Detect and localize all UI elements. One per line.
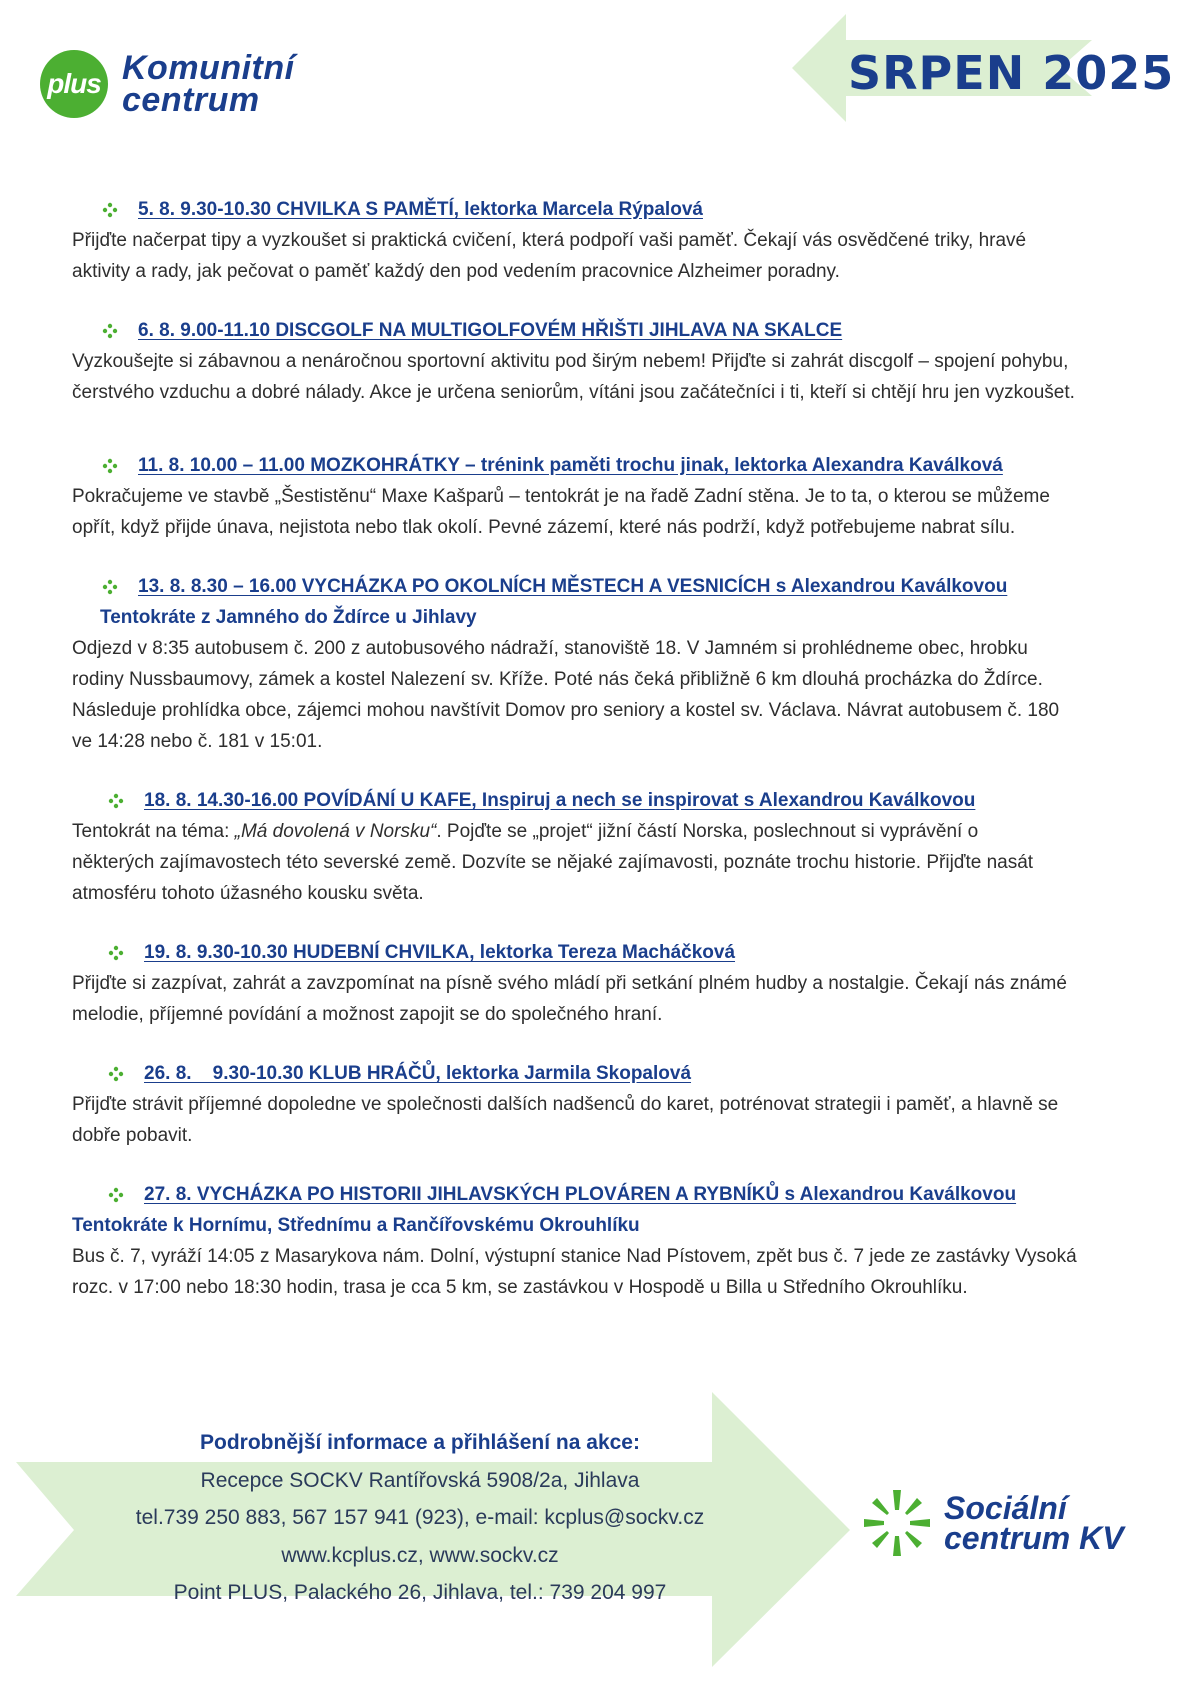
event-description-line: melodie, příjemné povídání a možnost zapojit se do společného hraní. [72, 1004, 663, 1025]
plus-logo-mark: plus [40, 50, 108, 118]
event-description-line: Odjezd v 8:35 autobusem č. 200 z autobusového nádraží, stanoviště 18. V Jamném si prohlédneme obec, hrobku [72, 638, 1028, 659]
event-title: 27. 8. VYCHÁZKA PO HISTORII JIHLAVSKÝCH PLOVÁREN A RYBNÍKŮ s Alexandrou Kaválkovou [144, 1183, 1017, 1205]
topic-name: „Má dovolená v Norsku“ [234, 821, 437, 842]
event-title: 26. 8. 9.30-10.30 KLUB HRÁČŮ, lektorka Jarmila Skopalová [144, 1062, 692, 1084]
event-title: 18. 8. 14.30-16.00 POVÍDÁNÍ U KAFE, Inspiruj a nech se inspirovat s Alexandrou Kaválkovou [144, 789, 976, 811]
event-item [72, 1058, 1132, 1151]
event-description-line: opřít, když přijde únava, nejistota nebo tlak okolí. Pevné zázemí, které nás podrží, když potřebujeme nabrat sílu. [72, 517, 1016, 538]
event-description-line: Přijďte si zazpívat, zahrát a zavzpomínat na písně svého mládí při setkání plném hudby a nostalgie. Čekají nás známé [72, 973, 1067, 994]
event-item [72, 571, 1132, 757]
event-heading [108, 1058, 1132, 1089]
contact-title: Podrobnější informace a přihlášení na akce: [200, 1431, 640, 1454]
event-description-line: dobře pobavit. [72, 1125, 193, 1146]
event-description-line: některých zajímavostech této severské země. Dozvíte se nějaké zajímavosti, poznáte trochu historie. Přijďte nasát [72, 852, 1034, 873]
event-heading [102, 571, 1132, 602]
socialni-centrum-wordmark [944, 1490, 1124, 1556]
contact-address: Recepce SOCKV Rantířovská 5908/2a, Jihlava [200, 1468, 640, 1492]
event-description-line: ve 14:28 nebo č. 181 v 15:01. [72, 731, 323, 752]
bullet-icon [108, 793, 124, 809]
contact-point-plus: Point PLUS, Palackého 26, Jihlava, tel.: 739 204 997 [173, 1581, 667, 1604]
event-heading [102, 450, 1132, 481]
sunburst-logo-icon [864, 1490, 930, 1556]
event-item [72, 937, 1132, 1030]
logo-wordmark [122, 49, 295, 119]
event-description-line: Přijďte načerpat tipy a vyzkoušet si praktická cvičení, která podpoří vaši paměť. Čekají vás osvědčené triky, hravé [72, 230, 1027, 251]
event-subtitle: Tentokráte z Jamného do Ždírce u Jihlavy [100, 607, 477, 628]
event-heading [102, 194, 1132, 225]
event-title: 13. 8. 8.30 – 16.00 VYCHÁZKA PO OKOLNÍCH MĚSTECH A VESNICÍCH s Alexandrou Kaválkovou [138, 575, 1008, 597]
event-heading [108, 937, 1132, 968]
socialni-centrum-logo [864, 1490, 1124, 1556]
event-heading [102, 315, 1132, 346]
event-description-line: rozc. v 17:00 nebo 18:30 hodin, trasa je cca 5 km, se zastávkou v Hospodě u Billa u Středního Okrouhlíku. [72, 1277, 968, 1298]
event-item [72, 315, 1132, 408]
bullet-icon [102, 579, 118, 595]
contact-phone-email: tel.739 250 883, 567 157 941 (923), e-mail: kcplus@sockv.cz [135, 1506, 705, 1529]
event-description-line: Následuje prohlídka obce, zájemci mohou navštívit Domov pro seniory a kostel sv. Václava. Návrat autobusem č. 180 [72, 700, 1060, 721]
event-heading [108, 785, 1132, 816]
event-description-line: rodiny Nussbaumovy, zámek a kostel Nalezení sv. Kříže. Poté nás čeká přibližně 6 km dlouhá procházka do Ždírce. [72, 669, 1043, 690]
sc-logo-line-1: Sociální [944, 1490, 1067, 1526]
event-heading [108, 1179, 1132, 1210]
event-title: 6. 8. 9.00-11.10 DISCGOLF NA MULTIGOLFOVÉM HŘIŠTI JIHLAVA NA SKALCE [138, 319, 843, 341]
event-item [72, 1179, 1132, 1303]
event-description-line: Pokračujeme ve stavbě „Šestistěnu“ Maxe Kašparů – tentokrát je na řadě Zadní stěna. Je to ta, o kterou se můžeme [72, 486, 1050, 507]
bullet-icon [108, 945, 124, 961]
event-item [72, 450, 1132, 543]
event-description-line: aktivity a rady, jak pečovat o paměť každý den pod vedením pracovnice Alzheimer poradny. [72, 261, 840, 282]
event-title: 11. 8. 10.00 – 11.00 MOZKOHRÁTKY – trénink paměti trochu jinak, lektorka Alexandra Kaválková [138, 454, 1003, 476]
logo-line-1: Komunitní [122, 49, 295, 87]
komunitni-centrum-logo [40, 50, 295, 118]
logo-line-2: centrum [122, 81, 260, 119]
bullet-icon [102, 458, 118, 474]
contact-info [60, 1424, 780, 1612]
event-item [72, 194, 1132, 287]
event-description-line: Vyzkoušejte si zábavnou a nenáročnou sportovní aktivitu pod širým nebem! Přijďte si zahrát discgolf – spojení pohybu, [72, 351, 1069, 372]
bullet-icon [108, 1066, 124, 1082]
bullet-icon [102, 323, 118, 339]
event-title: 19. 8. 9.30-10.30 HUDEBNÍ CHVILKA, lektorka Tereza Macháčková [144, 941, 736, 963]
event-description-line [72, 816, 1132, 847]
sc-logo-line-2: centrum KV [944, 1520, 1124, 1556]
event-list [72, 194, 1132, 1331]
bullet-icon [108, 1187, 124, 1203]
topic-rest: . Pojďte se „projet“ jižní částí Norska, poslechnout si vyprávění o [436, 821, 979, 842]
event-description-line: Přijďte strávit příjemné dopoledne ve společnosti dalších nadšenců do karet, potrénovat strategii i paměť, a hlavně se [72, 1094, 1059, 1115]
event-description-line: atmosféru tohoto úžasného kousku světa. [72, 883, 424, 904]
event-description-line: čerstvého vzduchu a dobré nálady. Akce je určena seniorům, vítáni jsou začátečníci i ti, kteří si chtějí hru jen vyzkoušet. [72, 382, 1075, 403]
event-title: 5. 8. 9.30-10.30 CHVILKA S PAMĚTÍ, lektorka Marcela Rýpalová [138, 198, 703, 220]
contact-websites: www.kcplus.cz, www.sockv.cz [281, 1543, 559, 1567]
bullet-icon [102, 202, 118, 218]
event-description-line: Bus č. 7, vyráží 14:05 z Masarykova nám. Dolní, výstupní stanice Nad Pístovem, zpět bus č. 7 jede ze zastávky Vysoká [72, 1246, 1077, 1267]
event-item [72, 785, 1132, 909]
month-title: SRPEN 2025 [848, 46, 1175, 100]
event-subtitle: Tentokráte k Hornímu, Střednímu a Rančířovskému Okrouhlíku [72, 1215, 640, 1236]
topic-prefix: Tentokrát na téma: [72, 821, 235, 842]
